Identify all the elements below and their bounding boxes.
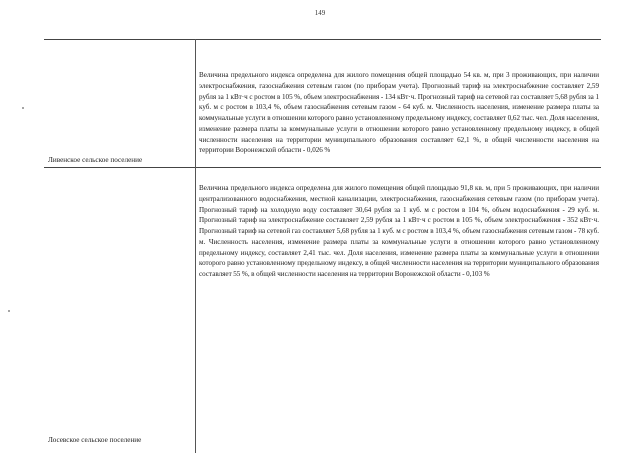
page-number: 149 <box>314 9 326 17</box>
table-top-border <box>44 39 601 40</box>
region-name-losevskoe: Лосевское сельское поселение <box>48 436 142 444</box>
scan-speck <box>8 310 10 312</box>
row-separator <box>44 167 601 168</box>
row-description-livenskoe: Величина предельного индекса определена для жилого помещения общей площадью 54 кв. м, при 3 проживающих, при наличии электроснабжения, газоснабжения сетевым газом (по приборам учета). Прогнозный тариф на электроснабжение составляет 2,59 рубля за 1 кВт·ч с ростом в 105 %, объем электроснабжения - 134 кВт·ч. Прогнозный тариф на сетевой газ составляет 5,68 рубля за 1 куб. м с ростом в 103,4 %, объем газоснабжения сетевым газом - 64 куб. м. Численность населения, изменение размера платы за коммунальные услуги в отношении которого равно установленному предельному индексу, составляет 0,62 тыс. чел. Доля населения, изменение размера платы за коммунальные услуги в отношении которого равно установленному предельному индексу, в общей численности населения на территории муниципального образования составляет 62,1 %, в общей численности населения на территории Воронежской области - 0,026 % <box>199 71 599 155</box>
region-name-livenskoe: Ливенское сельское поселение <box>48 156 143 164</box>
row-description-losevskoe: Величина предельного индекса определена для жилого помещения общей площадью 91,8 кв. м, при 5 проживающих, при наличии централизованного водоснабжения, местной канализации, электроснабжения, газоснабжения сетевым газом (по приборам учета). Прогнозный тариф на холодную воду составляет 30,64 рубля за 1 куб. м с ростом в 104 %, объем водоснабжения - 29 куб. м. Прогнозный тариф на электроснабжение составляет 2,59 рубля за 1 кВт·ч с ростом в 105 %, объем электроснабжения - 352 кВт·ч. Прогнозный тариф на сетевой газ составляет 5,68 рубля за 1 куб. м с ростом в 103,4 %, объем газоснабжения сетевым газом - 78 куб. м. Численность населения, изменение размера платы за коммунальные услуги в отношении которого равно установленному предельному индексу, составляет 2,41 тыс. чел. Доля населения, изменение размера платы за коммунальные услуги в отношении которого равно установленному предельному индексу, в общей численности населения на территории муниципального образования составляет 55 %, в общей численности населения на территории Воронежской области - 0,103 % <box>199 184 599 278</box>
scan-speck <box>22 107 24 109</box>
column-divider <box>195 39 196 453</box>
